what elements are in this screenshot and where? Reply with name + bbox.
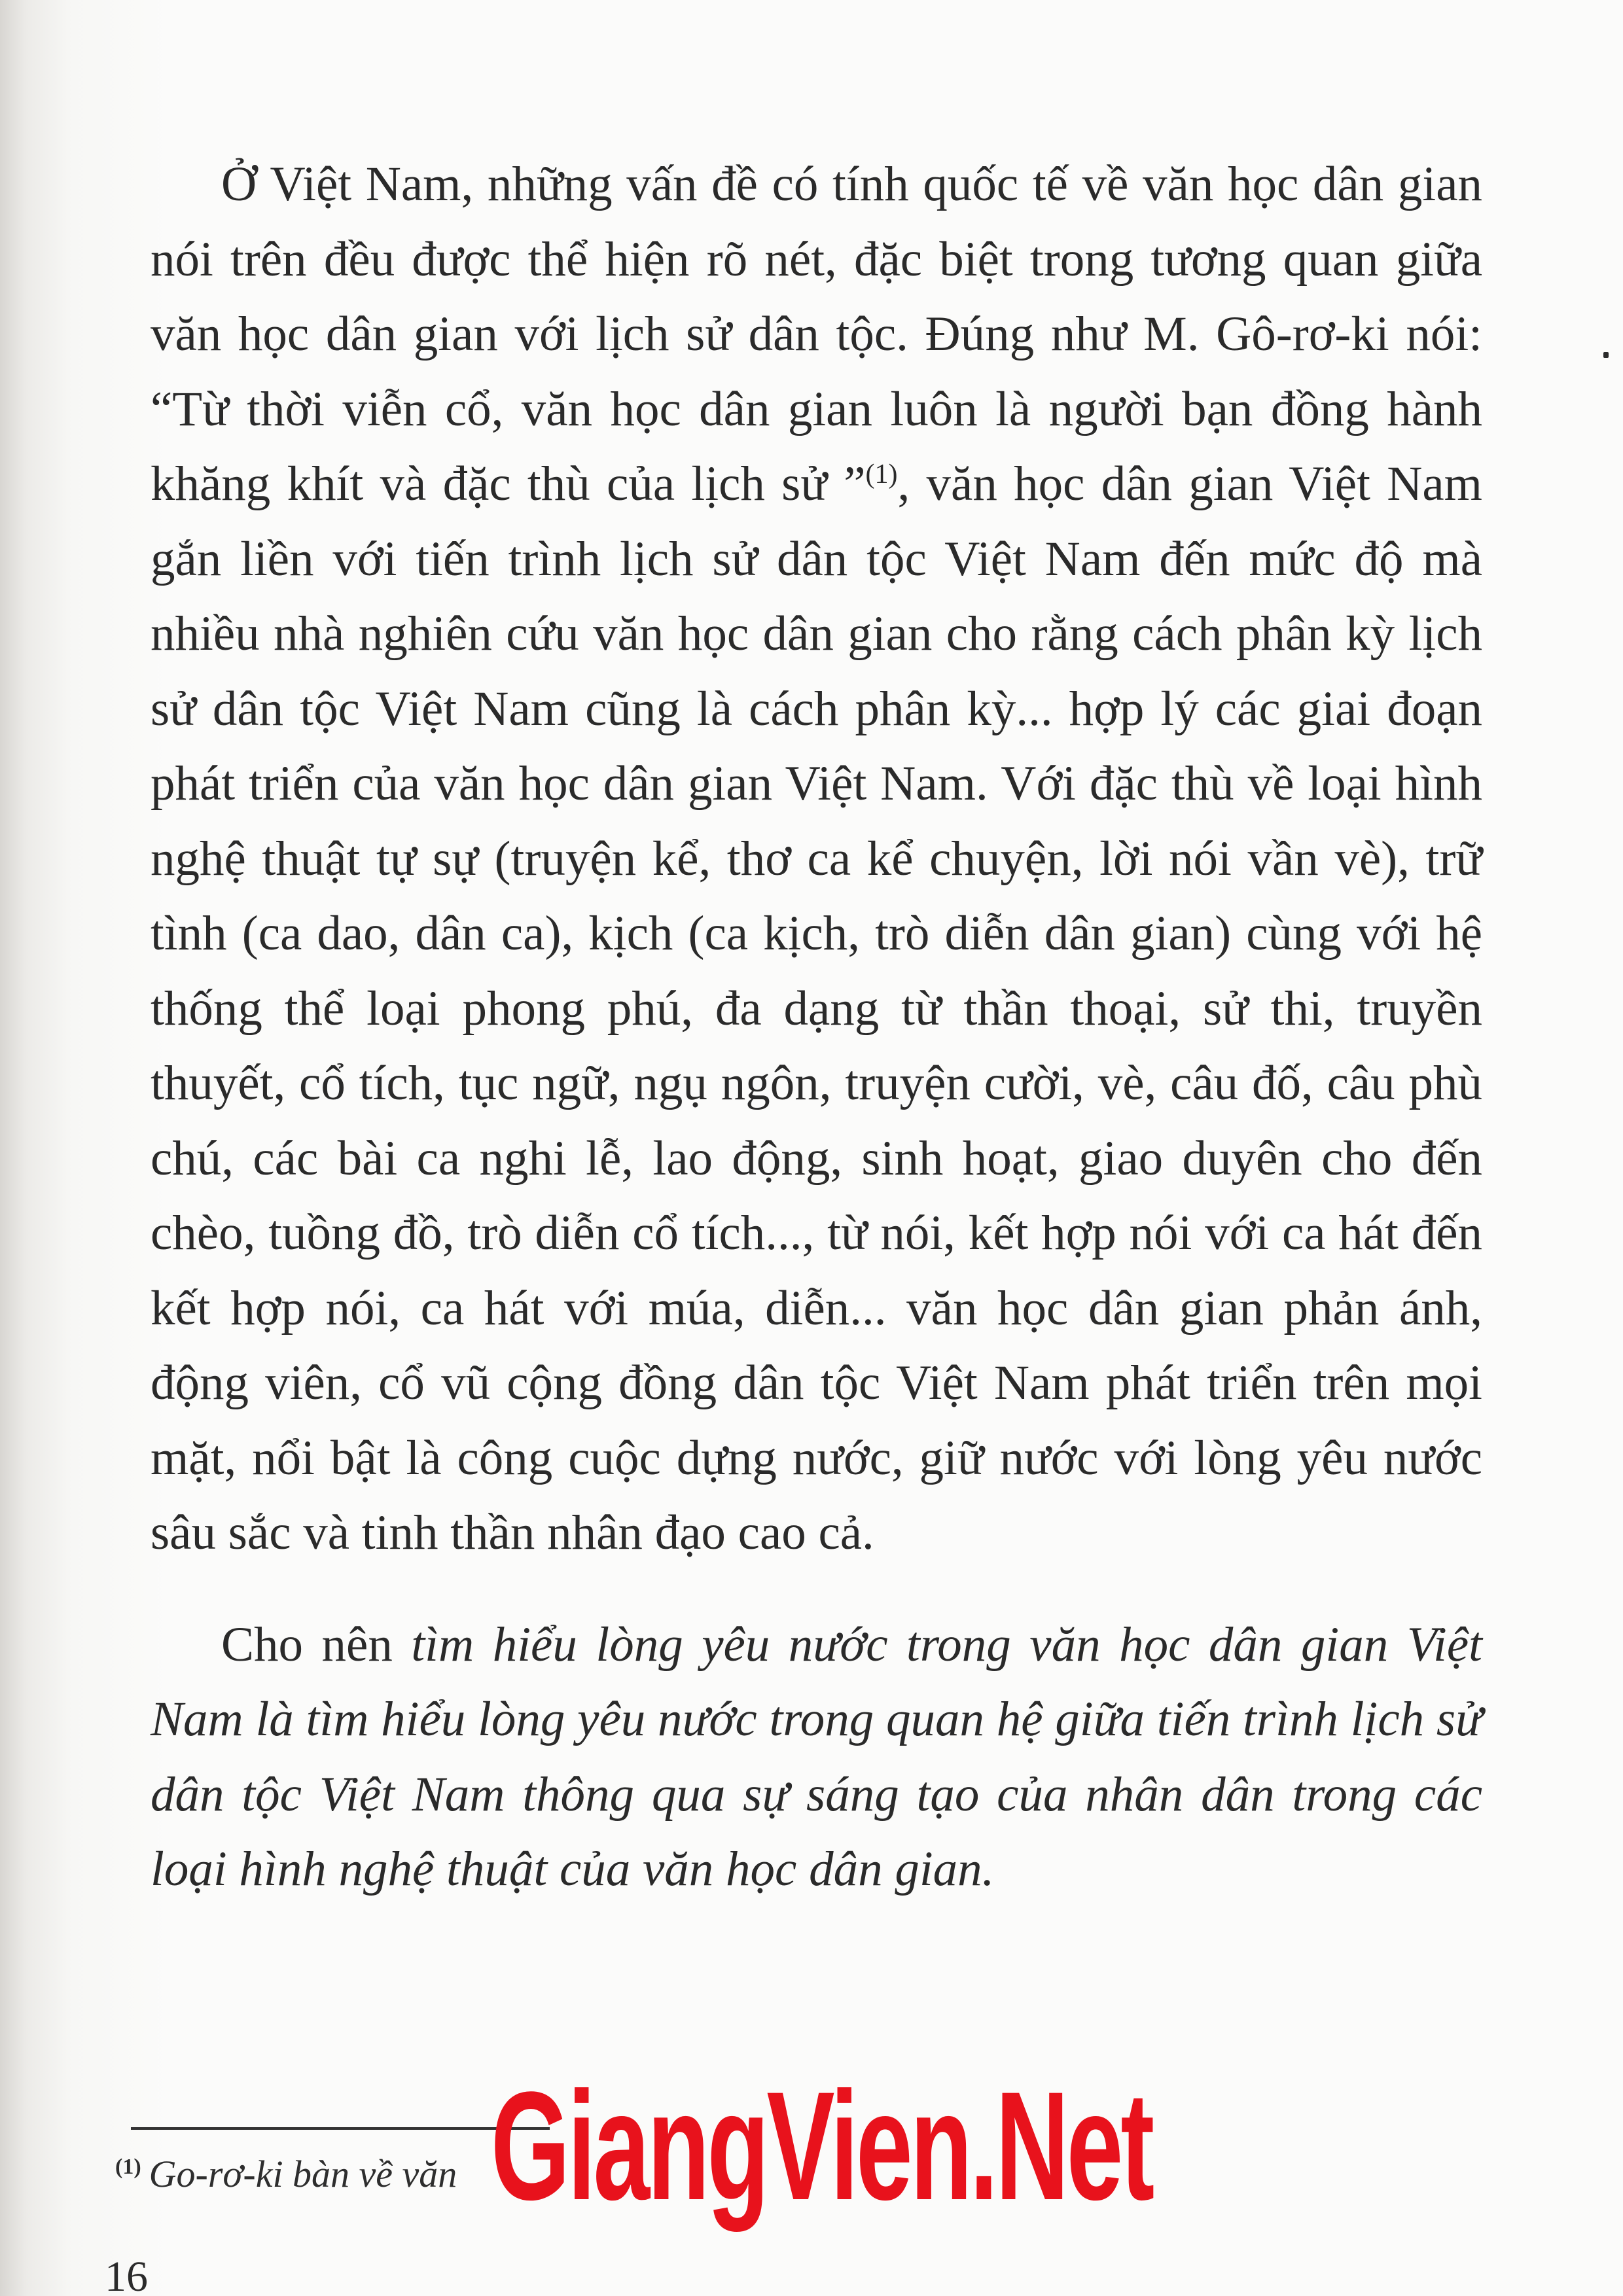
watermark-logo: GiangVien.Net	[491, 2060, 1152, 2233]
footnote-text: Go-rơ-ki bàn về văn	[149, 2153, 457, 2195]
note-reference-mark: (1)	[865, 459, 898, 489]
footnote-divider	[131, 2127, 550, 2130]
paragraph-1-text-b: , văn học dân gian Việt Nam gắn liền với tiến trình lịch sử dân tộc Việt Nam đến mức độ mà nhiều nhà nghiên cứu văn học dân gian cho rằng cách phân kỳ lịch sử dân tộc Việt Nam cũng là cách phân kỳ... hợp lý các giai đoạn phát triển của văn học dân gian Việt Nam. Với đặc thù về loại hình nghệ thuật tự sự (truyện kể, thơ ca kể chuyện, lời nói vần vè), trữ tình (ca dao, dân ca), kịch (ca kịch, trò diễn dân gian) cùng với hệ thống thể loại phong phú, đa dạng từ thần thoại, sử thi, truyền thuyết, cổ tích, tục ngữ, ngụ ngôn, truyện cười, vè, câu đố, câu phù chú, các bài ca nghi lễ, lao động, sinh hoạt, giao duyên cho đến chèo, tuồng đồ, trò diễn cổ tích..., từ nói, kết hợp nói với ca hát đến kết hợp nói, ca hát với múa, diễn... văn học dân gian phản ánh, động viên, cổ vũ cộng đồng dân tộc Việt Nam phát triển trên mọi mặt, nổi bật là công cuộc dựng nước, giữ nước với lòng yêu nước sâu sắc và tinh thần nhân đạo cao cả.	[151, 457, 1482, 1560]
page-number: 16	[105, 2253, 148, 2296]
edge-mark	[1603, 352, 1609, 358]
paragraph-1	[151, 147, 1482, 1571]
paragraph-1-text-a: Ở Việt Nam, những vấn đề có tính quốc tế về văn học dân gian nói trên đều được thể hiện rõ nét, đặc biệt trong tương quan giữa văn học dân gian với lịch sử dân tộc. Đúng như M. Gô-rơ-ki nói: “Từ thời viễn cổ, văn học dân gian luôn là người bạn đồng hành khăng khít và đặc thù của lịch sử ”	[151, 157, 1482, 511]
footnote-mark: (1)	[115, 2154, 141, 2179]
paragraph-2-lead: Cho nên	[221, 1617, 412, 1672]
paragraph-2-italic: tìm hiểu lòng yêu nước trong văn học dân gian Việt Nam là tìm hiểu lòng yêu nước trong quan hệ giữa tiến trình lịch sử dân tộc Việt Nam thông qua sự sáng tạo của nhân dân trong các loại hình nghệ thuật của văn học dân gian.	[151, 1617, 1482, 1896]
body-text	[151, 147, 1482, 1907]
paragraph-2	[151, 1608, 1482, 1907]
